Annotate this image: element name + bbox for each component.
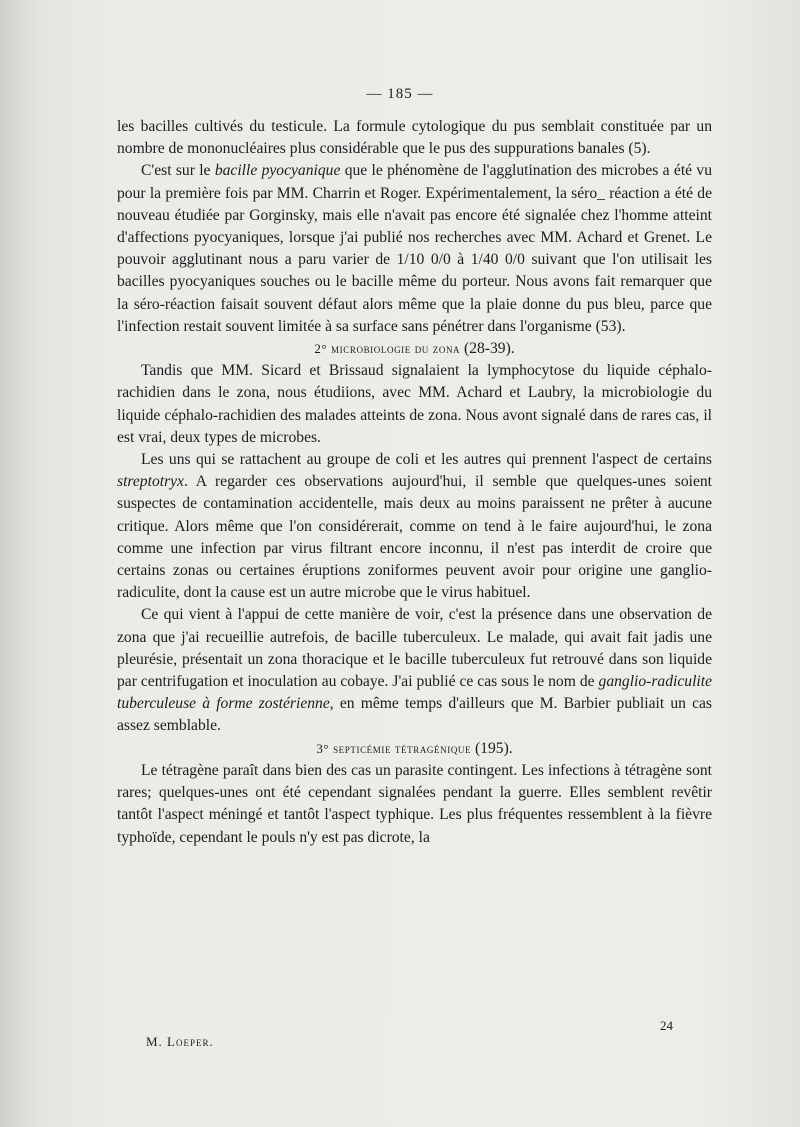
section-ref: (28-39). <box>464 340 515 358</box>
paragraph <box>117 604 712 737</box>
section-title: 3° septicémie tétragénique <box>316 740 472 756</box>
text-run: réaction a été de nouveau étudiée par Gorginsky, mais elle n'avait pas encore été signalée chez l'homme atteint d'affections pyocyaniques, lorsque j'ai publié nos recherches avec MM. Achard et Grenet. Le pouvoir agglutinant nous a paru varier de 1/10 0/0 à 1/40 0/0 suivant que l'on utilisait les bacilles pyocyaniques souches ou le bacille même du porteur. Nous avons fait remarquer que la séro-réaction faisait souvent défaut alors même que la plaie donne du pus bleu, parce que l'infection restait souvent limitée à sa surface sans pénétrer dans l'organisme (53). <box>117 184 712 335</box>
italic-term: bacille pyocyanique <box>214 162 341 180</box>
paragraph: les bacilles cultivés du testicule. La formule cytologique du pus semblait constituée par un nombre de mononucléaires plus considérable que le pus des suppurations banales (5). <box>117 118 712 158</box>
section-title: 2° microbiologie du zona <box>314 341 461 357</box>
text-run: que le phénomène de l'agglutination des microbes a été vu pour la première fois par MM. Charrin et Roger. Expérimentalement, la séro_ <box>117 162 712 202</box>
text-run: , en même temps d'ailleurs que M. Barbier publiait un cas assez semblable. <box>117 695 713 735</box>
section-ref: (195). <box>474 739 513 757</box>
paragraph: Le tétragène paraît dans bien des cas un parasite contingent. Les infections à tétragène sont rares; quelques-unes ont été cependant signalées pendant la guerre. Elles semblent revêtir tantôt l'aspect méningé et tantôt l'aspect typhique. Les plus fréquentes ressemblent à la fièvre typhoïde, cependant le pouls n'y est pas dicrote, la <box>117 761 712 846</box>
italic-term: ganglio-radiculite tuberculeuse à forme zostérienne <box>117 673 712 713</box>
author-footer: M. Loeper. <box>146 1034 214 1049</box>
text-body <box>117 116 712 849</box>
signature-mark: 24 <box>660 1018 673 1033</box>
italic-term: streptotryx <box>117 473 184 491</box>
text-run: . A regarder ces observations aujourd'hui, il semble que quelques-unes soient suspectes de contamination accidentelle, mais deux au moins paraissent ne prêter à aucune critique. Alors même que l'on considérerait, comme on tend à le faire aujourd'hui, le zona comme une infection par virus filtrant encore inconnu, il n'est pas interdit de croire que certains zonas ou certaines éruptions zoniformes peuvent avoir pour origine une ganglio-radiculite, dont la cause est un autre microbe que le virus habituel. <box>117 473 712 602</box>
paragraph <box>117 160 712 338</box>
section-heading <box>117 738 712 760</box>
text-run: Ce qui vient à l'appui de cette manière de voir, c'est la présence dans une observation de zona que j'ai recueillie autrefois, de bacille tuberculeux. Le malade, qui avait fait jadis une pleurésie, présentait un zona thoracique et le bacille tuberculeux fut retrouvé dans son liquide par centrifugation et inoculation au cobaye. J'ai publié ce cas sous le nom de <box>117 606 712 691</box>
page-number: — 185 — <box>366 86 434 102</box>
text-run: C'est sur le <box>141 162 215 180</box>
section-heading <box>117 338 712 360</box>
text-run: Les uns qui se rattachent au groupe de coli et les autres qui prennent l'aspect de certains <box>141 451 712 469</box>
paragraph <box>117 449 712 604</box>
paragraph: Tandis que MM. Sicard et Brissaud signalaient la lymphocytose du liquide céphalo-rachidien dans le zona, nous étudiions, avec MM. Achard et Laubry, la microbiologie du liquide céphalo-rachidien des malades atteints de zona. Nous avont signalé dans de rares cas, il est vrai, deux types de microbes. <box>117 362 712 446</box>
